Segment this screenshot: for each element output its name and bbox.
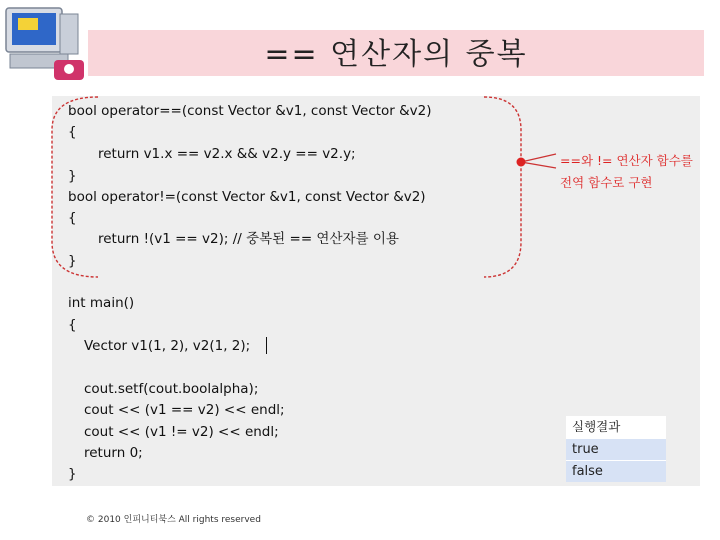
code-line: return v1.x == v2.x && v2.y == v2.y; [98,146,356,162]
code-line: return !(v1 == v2); // 중복된 == 연산자를 이용 [98,231,399,247]
code-line: cout << (v1 == v2) << endl; [84,402,285,418]
result-panel [566,416,666,482]
code-line: { [68,317,77,333]
code-line: } [68,253,77,269]
code-line: cout << (v1 != v2) << endl; [84,424,279,440]
annotation-text: ==와 != 연산자 함수를 [560,153,693,168]
result-row: false [566,460,666,482]
code-line: { [68,124,77,140]
code-line: bool operator!=(const Vector &v1, const Vector &v2) [68,189,426,205]
annotation-text: 전역 함수로 구현 [560,175,653,190]
result-row: true [566,438,666,460]
computer-logo-icon [0,0,90,82]
code-line: cout.setf(cout.boolalpha); [84,381,259,397]
code-line: Vector v1(1, 2), v2(1, 2); [84,338,251,354]
slide-title: == 연산자의 중복 [264,37,528,72]
copyright-footer: © 2010 인피니티북스 All rights reserved [86,515,261,525]
code-line: return 0; [84,445,143,461]
code-line: } [68,466,77,482]
code-line: { [68,210,77,226]
code-line: bool operator==(const Vector &v1, const Vector &v2) [68,103,432,119]
code-line: } [68,168,77,184]
result-header: 실행결과 [566,416,666,438]
text-cursor [266,337,267,354]
code-line: int main() [68,295,135,311]
